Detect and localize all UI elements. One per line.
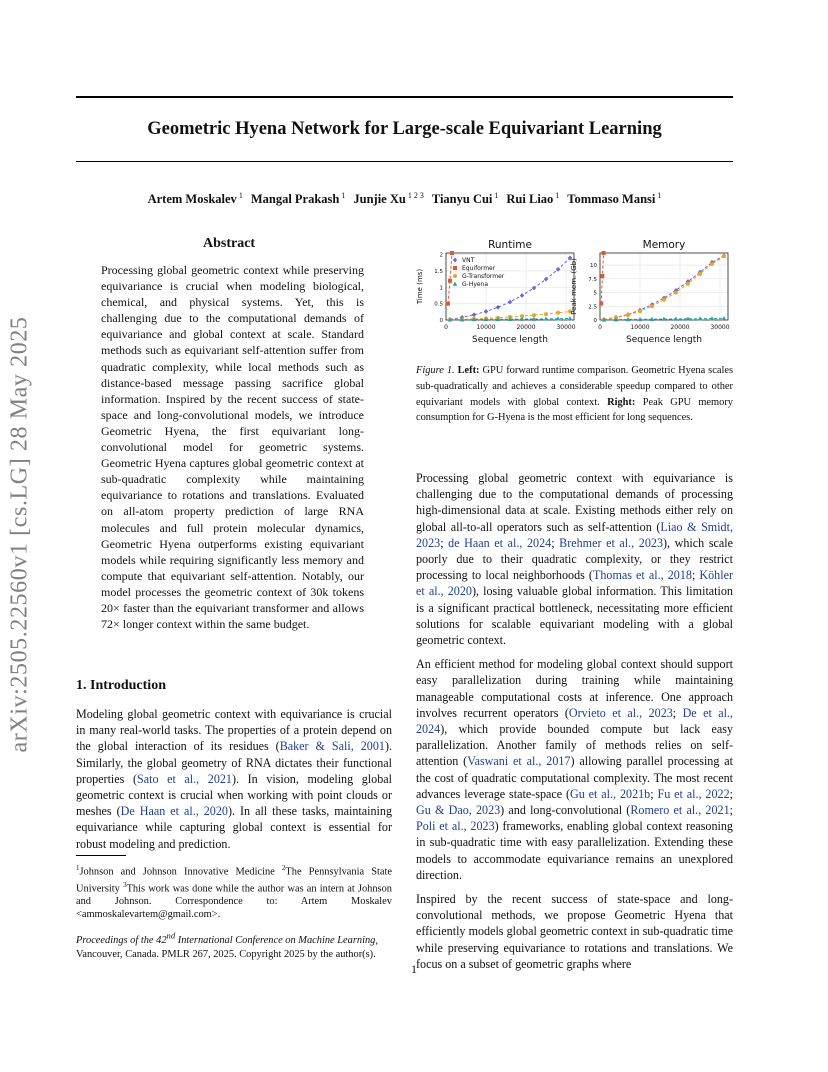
paragraph-text-run: Inspired by the recent success of state-space and long-convolutional methods, we propose Geometric Hyena that efficiently models global geometric context in sub-quadratic time while preserving equivariance to rotations and translations. We focus on a subset of geometric graphs where <box>416 892 733 971</box>
paragraph-text-run: ). In vision, modeling global geometric context is crucial when working with point clouds or meshes ( <box>76 771 392 819</box>
footnote-rule <box>76 855 126 856</box>
y-tick-label: 1 <box>439 285 443 292</box>
data-point <box>532 313 536 317</box>
author-name-text: Mangal Prakash <box>250 192 340 207</box>
y-tick-label: 0.5 <box>434 301 443 308</box>
right-column-body <box>416 470 733 972</box>
data-point <box>638 309 642 313</box>
paragraph-text-run: ; <box>551 535 560 550</box>
caption-left-label: Left: <box>457 365 480 376</box>
legend-label: VNT <box>462 257 475 264</box>
footnote-affiliation-2: The Pennsylvania State University <box>76 866 392 895</box>
author-name <box>251 192 346 206</box>
data-point <box>556 311 560 315</box>
citation-link[interactable]: Thomas et al., 2018 <box>592 568 692 583</box>
citation-link[interactable]: Fu et al., 2022 <box>657 786 730 801</box>
paragraph-text-run: ), which provide bounded compute but lack easy parallelization. Another family of methods relies on self-attention ( <box>416 722 733 769</box>
paper-title: Geometric Hyena Network for Large-scale Equivariant Learning <box>147 119 662 139</box>
paragraph-text-run: ), which scale poorly due to their quadratic complexity, or they restrict processing to local neighborhoods ( <box>416 535 733 583</box>
data-point <box>626 313 630 317</box>
paragraph-text-run: Processing global geometric context with equivariance is challenging due to the computational demands of processing high-dimensional data at scale. Existing methods either rely on global all-to-all operators such as self-attention ( <box>416 471 733 534</box>
paragraph-text-run: ; <box>729 803 733 818</box>
chart-legend <box>453 257 505 288</box>
data-point <box>710 262 714 266</box>
paragraph-text-run: ; <box>650 786 658 801</box>
x-tick-label: 10000 <box>630 324 650 331</box>
y-tick-label: 2.5 <box>588 304 597 311</box>
author-name <box>353 192 423 206</box>
caption-left-text: GPU forward runtime comparison. Geometric Hyena scales sub-quadratically and achieves a considerable speedup compared to other equivariant models with global context. <box>416 365 733 408</box>
x-tick-label: 30000 <box>710 324 730 331</box>
series-line <box>601 253 603 304</box>
legend-label: Equiformer <box>462 265 496 272</box>
right-paragraph-3 <box>416 891 733 972</box>
y-tick-label: 2 <box>439 252 443 259</box>
data-point <box>599 302 603 306</box>
citation-link[interactable]: De et al., 2024 <box>416 705 734 737</box>
data-point <box>520 293 524 298</box>
citation-link[interactable]: Gu & Dao, 2023 <box>416 803 501 818</box>
x-tick-label: 30000 <box>556 324 576 331</box>
paragraph-text-run: ; <box>672 705 683 720</box>
paragraph-text-run: ) and long-convolutional ( <box>500 803 631 818</box>
legend-marker <box>453 274 457 278</box>
title-rule-bottom <box>76 161 733 162</box>
citation-link[interactable]: Romero et al., 2021 <box>630 803 730 818</box>
author-name <box>432 192 499 206</box>
figure-1-charts <box>410 236 740 348</box>
citation-link[interactable]: Sato et al., 2021 <box>136 771 232 786</box>
data-point <box>698 272 702 276</box>
data-point <box>686 282 690 286</box>
paragraph-text-run: ), losing valuable global information. This limitation is a significant practical bottleneck, necessitating more efficient solutions for scalable equivariant modeling with a global geometric context. <box>416 584 733 648</box>
data-point <box>496 305 500 310</box>
proceedings-mid: International Conference on Machine Learning <box>175 935 376 947</box>
legend-marker <box>453 282 458 286</box>
y-tick-label: 1.5 <box>434 268 443 275</box>
citation-link[interactable]: Köhler et al., 2020 <box>416 568 733 599</box>
author-name <box>506 192 559 206</box>
x-tick-label: 0 <box>598 324 602 331</box>
data-point <box>650 304 654 308</box>
paragraph-text-run: ). In all these tasks, maintaining equivariance while capturing global context is essential for robust modeling and prediction. <box>76 804 392 851</box>
x-tick-label: 20000 <box>516 324 536 331</box>
figure-1-caption <box>416 363 733 426</box>
page-number: 1 <box>411 962 417 976</box>
author-name-text: Junjie Xu <box>353 192 406 207</box>
x-tick-label: 20000 <box>670 324 690 331</box>
author-list <box>76 191 733 207</box>
y-tick-label: 5 <box>593 290 597 297</box>
author-affiliation-mark: 1 <box>341 191 346 200</box>
data-point <box>446 302 450 306</box>
data-point <box>722 316 727 320</box>
author-name-text: Tianyu Cui <box>431 192 493 207</box>
x-axis-label: Sequence length <box>626 335 702 345</box>
intro-paragraph <box>76 706 392 852</box>
y-tick-label: 0 <box>439 318 443 324</box>
author-name-text: Rui Liao <box>506 192 554 207</box>
citation-link[interactable]: Vaswani et al., 2017 <box>467 754 571 769</box>
citation-link[interactable]: Gu et al., 2021b <box>570 786 651 801</box>
data-point <box>600 274 604 278</box>
author-affiliation-mark: 1 <box>657 191 662 200</box>
series-line <box>604 256 724 319</box>
series-vnt <box>602 253 726 322</box>
caption-right-label: Right: <box>607 396 636 408</box>
paragraph-text-run: ) frameworks, enabling global context reasoning in sub-quadratic time with easy parallelization. Extending these models to accommodate equivariance remains an unexplored direction. <box>416 819 733 882</box>
y-tick-label: 10 <box>590 263 597 270</box>
abstract-heading: Abstract <box>203 236 256 251</box>
citation-link[interactable]: Brehmer et al., 2023 <box>559 535 663 550</box>
chart-title: Memory <box>642 239 686 251</box>
data-point <box>472 312 476 317</box>
data-point <box>722 254 726 258</box>
y-tick-label: 0 <box>593 318 597 324</box>
footnote-affiliation-1: Johnson and Johnson Innovative Medicine <box>79 866 282 878</box>
series-equiformer <box>446 251 454 306</box>
caption-label: Figure 1. <box>416 365 455 376</box>
data-point <box>662 298 666 302</box>
right-paragraph-1 <box>416 470 733 648</box>
paragraph-text-run: ). Similarly, the global geometry of RNA dictates their functional properties ( <box>76 739 392 786</box>
title-rule-top <box>76 96 733 98</box>
legend-label: G-Hyena <box>462 281 489 288</box>
section-heading-introduction: 1. Introduction <box>76 678 166 693</box>
x-tick-label: 0 <box>444 324 448 331</box>
chart-title: Runtime <box>488 239 532 251</box>
author-affiliation-mark: 1 <box>238 191 243 200</box>
citation-link[interactable]: Orvieto et al., 2023 <box>568 705 673 720</box>
footnote-note-3: This work was done while the author was an intern at Johnson and Johnson. Correspondence to: Artem Moskalev <ammoskalevartem@gmail.com>. <box>76 883 392 921</box>
data-point <box>568 316 573 320</box>
proceedings-sup: nd <box>166 931 176 941</box>
citation-link[interactable]: Baker & Sali, 2001 <box>279 739 385 754</box>
author-name <box>148 192 243 206</box>
legend-label: G-Transformer <box>462 273 505 280</box>
citation-link[interactable]: De Haan et al., 2020 <box>120 804 228 819</box>
caption-right-text: Peak GPU memory consumption for G-Hyena is the most efficient for long sequences. <box>416 396 733 424</box>
data-point <box>448 279 452 283</box>
data-point <box>544 312 548 316</box>
affiliation-footnote: $^1$Johnson and Johnson Innovative Medicine $^2$The Pennsylvania State University $^3$This work was done while the author was an intern at Johnson and Johnson. Correspondence to: Artem Moskalev <ammoskalevartem@gmail.com>. <box>76 864 392 921</box>
series-g-transformer <box>602 254 726 321</box>
chart-frame <box>600 253 728 320</box>
data-point <box>602 251 606 255</box>
paragraph-text-run: ; <box>729 786 733 801</box>
series-line <box>448 253 452 304</box>
author-name-text: Artem Moskalev <box>147 192 237 207</box>
right-paragraph-2 <box>416 656 733 883</box>
y-axis-label: Peak mem. (Gb) <box>570 258 578 315</box>
abstract-text: Processing global geometric context while preserving equivariance is crucial when modeling biological, chemical, and physical systems. Yet, this is challenging due to the computational demands of equivariance and global context at scale. Standard methods such as equivariant self-attention suffer from quadratic complexity, while local methods such as distance-based message passing sacrifice global information. Inspired by the recent success of state-space and long-convolutional models, we introduce Geometric Hyena, the first equivariant long-convolutional model for geometric systems. Geometric Hyena captures global geometric context at sub-quadratic complexity while maintaining equivariance to rotations and translations. Evaluated on all-atom property prediction of large RNA molecules and full protein molecular dynamics, Geometric Hyena outperforms existing equivariant models while requiring significantly less memory and compute that equivariant self-attention. Notably, our model processes the geometric context of 30k tokens 20× faster than the equivariant transformer and allows 72× longer context within the same budget. <box>101 263 364 632</box>
proceedings-post: , Vancouver, Canada. PMLR 267, 2025. Copyright 2025 by the author(s). <box>76 935 378 960</box>
data-point <box>674 291 678 295</box>
citation-link[interactable]: de Haan et al., 2024 <box>448 535 552 550</box>
x-tick-label: 10000 <box>476 324 496 331</box>
x-axis-label: Sequence length <box>472 335 548 345</box>
citation-link[interactable]: Poli et al., 2023 <box>416 819 495 834</box>
data-point <box>484 309 488 314</box>
author-affiliation-mark: 1 <box>494 191 499 200</box>
data-point <box>450 251 454 255</box>
y-axis-label: Time (ms) <box>416 268 424 305</box>
author-affiliation-mark: 1 <box>555 191 560 200</box>
y-tick-label: 7.5 <box>588 276 597 283</box>
proceedings-pre: Proceedings of the 42 <box>76 935 167 947</box>
proceedings-note <box>76 930 392 961</box>
arxiv-stamp: arXiv:2505.22560v1 [cs.LG] 28 May 2025 <box>6 316 33 753</box>
legend-marker <box>453 258 457 263</box>
paragraph-text-run: ; <box>440 535 449 550</box>
author-name-text: Tommaso Mansi <box>567 192 656 207</box>
legend-marker <box>453 266 457 270</box>
author-affiliation-mark: 1 2 3 <box>407 191 424 200</box>
paragraph-text-run: Modeling global geometric context with equivariance is crucial in many real-world tasks. The properties of a protein depend on the global interaction of its residues ( <box>76 707 392 754</box>
intro-paragraph-text <box>76 706 392 852</box>
paragraph-text-run: An efficient method for modeling global context should support easy parallelization during training while maintaining manageable computational costs at inference. One approach involves recurrent operators ( <box>416 657 733 720</box>
paragraph-text-run: ; <box>691 568 700 583</box>
citation-link[interactable]: Liao & Smidt, 2023 <box>416 519 733 550</box>
author-name <box>567 192 661 206</box>
paragraph-text-run: ) allowing parallel processing at the cost of quadratic computational complexity. The most recent advances leverage state-space ( <box>416 754 733 801</box>
